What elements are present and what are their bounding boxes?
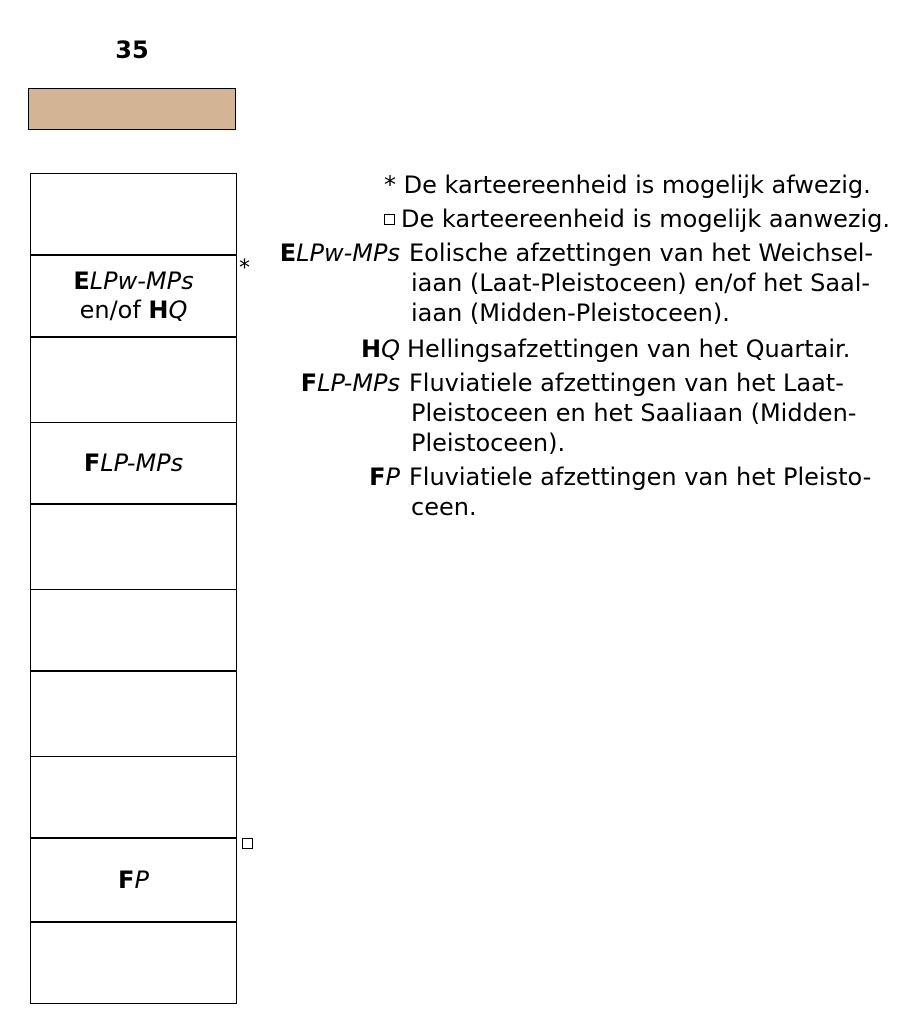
column-cell xyxy=(30,173,237,255)
column-cell xyxy=(30,756,237,838)
column-cell xyxy=(30,671,237,757)
legend-entry: ELPw-MPs xyxy=(279,239,400,267)
column-cell xyxy=(30,504,237,590)
legend-description: Fluviatiele afzettingen van het Laat- Pleistoceen en het Saaliaan (Midden- Pleistoceen). xyxy=(409,369,857,457)
column-cell xyxy=(30,422,237,504)
present-marker xyxy=(242,838,253,849)
star-symbol: * xyxy=(384,171,396,199)
unit-code: FLP-MPs xyxy=(83,448,184,477)
color-swatch xyxy=(28,88,236,130)
unit-code: FP xyxy=(118,865,149,894)
legend-entry: FP xyxy=(369,463,400,491)
absent-marker: * xyxy=(239,256,250,281)
unit-code: ELPw-MPs xyxy=(73,267,194,295)
column-cell xyxy=(30,337,237,423)
column-cell xyxy=(30,922,237,1004)
legend-present xyxy=(384,204,890,234)
legend-present-text: De karteereenheid is mogelijk aanwezig. xyxy=(401,205,890,233)
column-cell xyxy=(30,589,237,671)
legend-absent xyxy=(384,170,871,200)
column-cell xyxy=(30,838,237,922)
unit-code: en/of HQ xyxy=(79,296,188,324)
legend-description: Eolische afzettingen van het Weichsel- iaan (Laat-Pleistoceen) en/of het Saal- iaan (Midden-Pleistoceen). xyxy=(409,239,874,327)
column-cell xyxy=(30,255,237,337)
legend-description: Hellingsafzettingen van het Quartair. xyxy=(407,335,851,363)
legend-entry: HQ xyxy=(361,335,400,363)
square-symbol-icon xyxy=(384,214,395,225)
legend-absent-text: De karteereenheid is mogelijk afwezig. xyxy=(403,171,871,199)
legend-description: Fluviatiele afzettingen van het Pleisto- ceen. xyxy=(409,463,872,521)
column-number: 35 xyxy=(115,36,149,64)
legend-entry: FLP-MPs xyxy=(300,369,400,397)
